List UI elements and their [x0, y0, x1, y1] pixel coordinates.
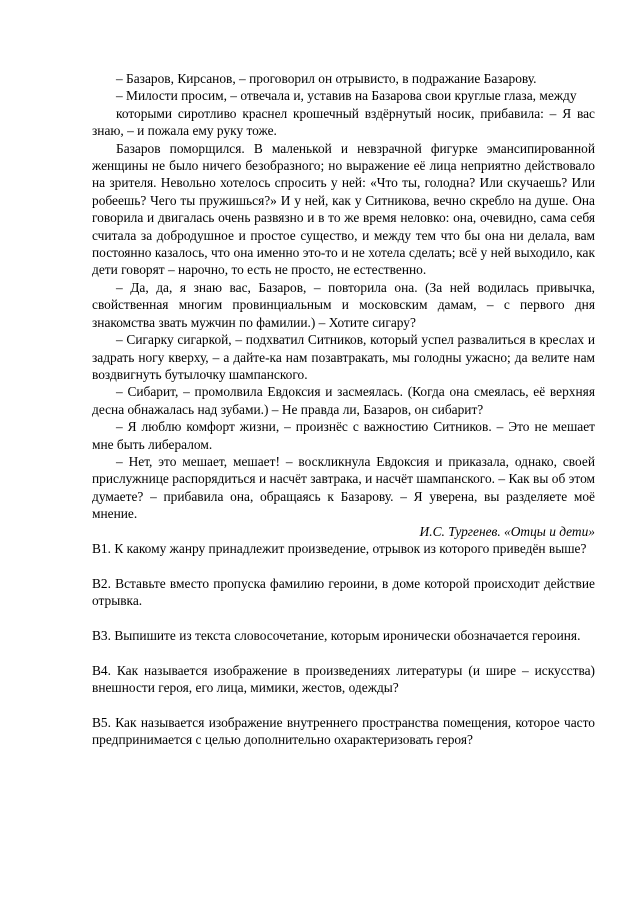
excerpt-source: И.С. Тургенев. «Отцы и дети»: [419, 523, 595, 539]
question-item: В3. Выпишите из текста словосочетание, которым иронически обозначается героиня.: [92, 627, 581, 643]
question-item: В2. Вставьте вместо пропуска фамилию героини, в доме которой происходит действие отрывка.: [92, 575, 595, 609]
excerpt-paragraph: – Да, да, я знаю вас, Базаров, – повторила она. (За ней водилась привычка, свойственная многим провинциальным и московским дамам, – с первого дня знакомства звать мужчин по фамилии.) – Хотите сигару?: [92, 279, 595, 330]
question-item: В1. К какому жанру принадлежит произведение, отрывок из которого приведён выше?: [92, 540, 587, 556]
excerpt-paragraph: – Сигарку сигаркой, – подхватил Ситников, который успел развалиться в креслах и задрать ногу кверху, – а дайте-ка нам позавтракать, мы голодны ужасно; да велите нам воздвигнуть бутылочку шампанского.: [92, 332, 595, 382]
excerpt-paragraph: которыми сиротливо краснел крошечный вздёрнутый носик, прибавила: – Я вас знаю, – и пожала ему руку тоже.: [92, 105, 595, 139]
excerpt-paragraph: Базаров поморщился. В маленькой и невзрачной фигурке эмансипированной женщины не было ничего безобразного; но выражение её лица неприятно действовало на зрителя. Невольно хотелось спросить у ней: «Что ты, голодна? Или скучаешь? Или робеешь? Чего ты пружишься?» И у ней, как у Ситникова, вечно скребло на душе. Она говорила и двигалась очень развязно и в то же время неловко: она, очевидно, сама себя считала за добродушное и простое существо, и между тем что бы она ни делала, вам постоянно казалось, что она именно это-то и не хотела сделать; всё у ней выходило, как дети говорят – нарочно, то есть не просто, не естественно.: [92, 140, 595, 278]
question-item: В4. Как называется изображение в произведениях литературы (и шире – искусства) внешности героя, его лица, мимики, жестов, одежды?: [92, 662, 595, 696]
literary-excerpt: [92, 70, 595, 540]
question-item: В5. Как называется изображение внутреннего пространства помещения, которое часто предпринимается с целью дополнительно охарактеризовать героя?: [92, 714, 595, 748]
excerpt-paragraph: – Сибарит, – промолвила Евдоксия и засмеялась. (Когда она смеялась, её верхняя десна обнажалась над зубами.) – Не правда ли, Базаров, он сибарит?: [92, 384, 595, 417]
excerpt-paragraph: – Базаров, Кирсанов, – проговорил он отрывисто, в подражание Базарову.: [116, 71, 537, 86]
excerpt-paragraph: – Нет, это мешает, мешает! – воскликнула Евдоксия и приказала, однако, своей прислужнице распорядиться и насчёт завтрака, и насчёт шампанского. – Как вы об этом думаете? – прибавила она, обращаясь к Базарову. – Я уверена, вы разделяете моё мнение.: [92, 453, 595, 522]
excerpt-paragraph: – Я люблю комфорт жизни, – произнёс с важностию Ситников. – Это не мешает мне быть либералом.: [92, 419, 595, 452]
document-page: [92, 70, 595, 766]
excerpt-paragraph: – Милости просим, – отвечала и, уставив на Базарова свои круглые глаза, между: [116, 88, 577, 104]
questions-list: [92, 540, 595, 749]
